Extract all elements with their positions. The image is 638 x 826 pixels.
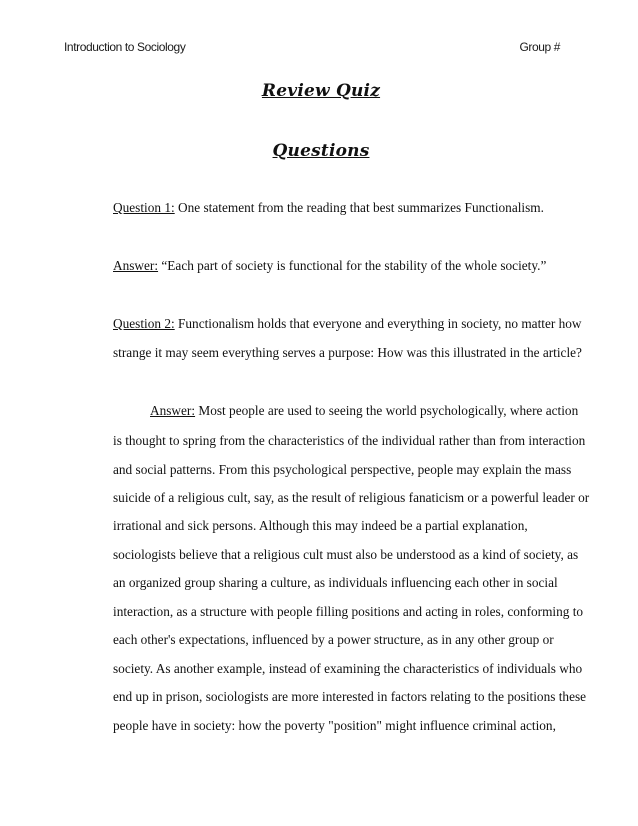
question-2-line	[113, 316, 582, 332]
answer-2-line: and social patterns. From this psychological perspective, people may explain the mass	[113, 462, 572, 477]
question-2-text: Functionalism holds that everyone and everything in society, no matter how	[174, 316, 582, 331]
answer-2-line: irrational and sick persons. Although this may indeed be a partial explanation,	[113, 518, 528, 533]
answer-2-line: is thought to spring from the characteristics of the individual rather than from interaction	[113, 433, 586, 448]
question-1	[113, 200, 544, 216]
question-2-line: strange it may seem everything serves a purpose: How was this illustrated in the article?	[113, 345, 582, 360]
answer-2-line: suicide of a religious cult, say, as the result of religious fanaticism or a powerful leader or	[113, 490, 590, 505]
question-1-label: Question 1:	[113, 200, 175, 215]
answer-2-line	[150, 403, 578, 419]
page-title: Review Quiz	[261, 81, 381, 101]
header-group-number: Group #	[519, 40, 560, 54]
answer-2-line: end up in prison, sociologists are more interested in factors relating to the positions these	[113, 689, 587, 704]
header-course-title: Introduction to Sociology	[64, 40, 186, 54]
question-2-label: Question 2:	[113, 316, 175, 331]
answer-2-line: an organized group sharing a culture, as individuals influencing each other in social	[113, 575, 558, 590]
answer-2-text: Most people are used to seeing the world psychologically, where action	[195, 403, 579, 418]
answer-2-line: people have in society: how the poverty "position" might influence criminal action,	[113, 718, 556, 733]
answer-1	[113, 258, 546, 274]
answer-1-label: Answer:	[113, 258, 159, 273]
section-title: Questions	[272, 141, 370, 161]
question-1-text: One statement from the reading that best summarizes Functionalism.	[174, 200, 544, 215]
answer-2-line: sociologists believe that a religious cult must also be understood as a kind of society, as	[113, 547, 579, 562]
answer-2-line: society. As another example, instead of examining the characteristics of individuals who	[113, 661, 583, 676]
answer-2-label: Answer:	[150, 403, 196, 418]
answer-1-text: “Each part of society is functional for the stability of the whole society.”	[158, 258, 547, 273]
answer-2-line: each other's expectations, influenced by a power structure, as in any other group or	[113, 632, 554, 647]
answer-2-line: interaction, as a structure with people filling positions and acting in roles, conforming to	[113, 604, 584, 619]
